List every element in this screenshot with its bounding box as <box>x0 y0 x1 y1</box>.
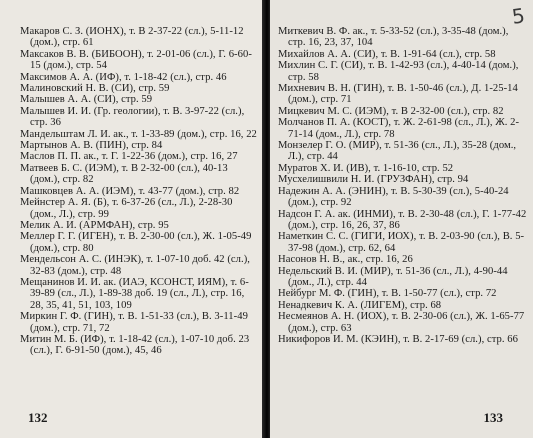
right-entry-list <box>278 26 527 345</box>
index-entry: Мейнстер А. Я. (Б), т. 6-37-26 (сл., Л.), 2-28-30 (дом., Л.), стр. 99 <box>20 197 233 220</box>
right-page <box>270 0 533 438</box>
left-entry-list <box>20 26 260 357</box>
index-entry: Мендельсон А. С. (ИНЭК), т. 1-07-10 доб. 42 (сл.), 32-83 (дом.), стр. 48 <box>20 254 250 277</box>
index-entry: Михлин С. Г. (СИ), т. В. 1-42-93 (сл.), 4-40-14 (дом.), стр. 58 <box>278 60 519 83</box>
index-entry: Миркин Г. Ф. (ГИН), т. В. 1-51-33 (сл.), В. 3-11-49 (дом.), стр. 71, 72 <box>20 311 248 334</box>
index-entry: Митин М. Б. (ИФ), т. 1-18-42 (сл.), 1-07-10 доб. 23 (сл.), Г. 6-91-50 (дом.), 45, 46 <box>20 333 250 357</box>
handwritten-corner-mark: 5 <box>510 3 527 29</box>
index-entry: Насонов Н. В., ак., стр. 16, 26 <box>278 254 413 266</box>
index-entry: Максаков В. В. (БИБООН), т. 2-01-06 (сл.), Г. 6-60-15 (дом.), стр. 54 <box>20 48 252 72</box>
index-entry: Меллер Г. Г. (ИГЕН), т. В. 2-30-00 (сл.), Ж. 1-05-49 (дом.), стр. 80 <box>20 231 252 254</box>
index-entry: Недельский В. И. (МИР), т. 51-36 (сл., Л.), 4-90-44 (дом., Л.), стр. 44 <box>278 265 508 288</box>
index-entry: Мицкевич М. С. (ИЭМ), т. В 2-32-00 (сл.), стр. 82 <box>278 105 504 117</box>
index-entry: Ненадкевич К. А. (ЛИГЕМ), стр. 68 <box>278 299 442 311</box>
left-page-number: 132 <box>28 410 48 425</box>
index-entry: Миткевич В. Ф. ак., т. 5-33-52 (сл.), 3-35-48 (дом.), стр. 16, 23, 37, 104 <box>278 26 509 49</box>
index-entry: Никифоров И. М. (КЭИН), т. В. 2-17-69 (сл.), стр. 66 <box>278 333 518 345</box>
index-entry: Малышев И. И. (Гр. геологии), т. В. 3-97-22 (сл.), стр. 36 <box>20 105 245 129</box>
index-entry: Нейбург М. Ф. (ГИН), т. В. 1-50-77 (сл.), стр. 72 <box>278 288 497 300</box>
left-page <box>0 0 264 438</box>
index-entry: Маслов П. П. ак., т. Г. 1-22-36 (дом.), стр. 16, 27 <box>20 151 238 163</box>
index-entry: Надежин А. А. (ЭНИН), т. В. 5-30-39 (сл.), 5-40-24 (дом.), стр. 92 <box>278 185 509 209</box>
index-entry: Мандельштам Л. И. ак., т. 1-33-89 (дом.), стр. 16, 22 <box>20 128 257 140</box>
index-entry: Малышев А. А. (СИ), стр. 59 <box>20 94 153 106</box>
index-entry: Матвеев Б. С. (ИЭМ), т. В 2-32-00 (сл.), 40-13 (дом.), стр. 82 <box>20 162 228 186</box>
right-page-number: 133 <box>483 410 503 425</box>
index-entry: Наметкин С. С. (ГИГИ, ИОХ), т. В. 2-03-90 (сл.), В. 5-37-98 (дом.), стр. 62, 64 <box>278 231 525 254</box>
index-entry: Надсон Г. А. ак. (ИНМИ), т. В. 2-30-48 (сл.), Г. 1-77-42 (дом.), стр. 16, 26, 37, 86 <box>278 208 527 231</box>
index-entry: Молчанов П. А. (КОСТ), т. Ж. 2-61-98 (сл., Л.), Ж. 2-71-14 (дом., Л.), стр. 78 <box>278 117 520 140</box>
index-entry: Михайлов А. А. (СИ), т. В. 1-91-64 (сл.), стр. 58 <box>278 48 496 60</box>
index-entry: Несмеянов А. Н. (ИОХ), т. В. 2-30-06 (сл.), Ж. 1-65-77 (дом.), стр. 63 <box>278 311 525 334</box>
index-entry: Мусхелишвили Н. И. (ГРУЗФАН), стр. 94 <box>278 174 469 186</box>
index-entry: Муратов Х. И. (ИВ), т. 1-16-10, стр. 52 <box>278 162 454 174</box>
index-entry: Мартынов А. В. (ПИН), стр. 84 <box>20 140 163 152</box>
index-entry: Макаров С. З. (ИОНХ), т. В 2-37-22 (сл.), 5-11-12 (дом.), стр. 61 <box>20 26 244 49</box>
index-entry: Мещанинов И. И. ак. (ИАЭ, КСОНСТ, ИЯМ), т. 6-39-89 (сл., Л.), 1-89-38 доб. 19 (сл., Л.), стр. 16, 28, 35, 41, 51, 103, 109 <box>20 276 249 311</box>
index-entry: Монзелер Г. О. (МИР), т. 51-36 (сл., Л.), 35-28 (дом., Л.), стр. 44 <box>278 140 517 163</box>
index-entry: Машковцев А. А. (ИЭМ), т. 43-77 (дом.), стр. 82 <box>20 185 240 197</box>
index-entry: Мелик А. И. (АРМФАН), стр. 95 <box>20 219 169 231</box>
index-entry: Михневич В. Н. (ГИН), т. В. 1-50-46 (сл.), Д. 1-25-14 (дом.), стр. 71 <box>278 83 518 106</box>
index-entry: Малиновский Н. В. (СИ), стр. 59 <box>20 83 170 95</box>
index-entry: Максимов А. А. (ИФ), т. 1-18-42 (сл.), стр. 46 <box>20 71 227 83</box>
